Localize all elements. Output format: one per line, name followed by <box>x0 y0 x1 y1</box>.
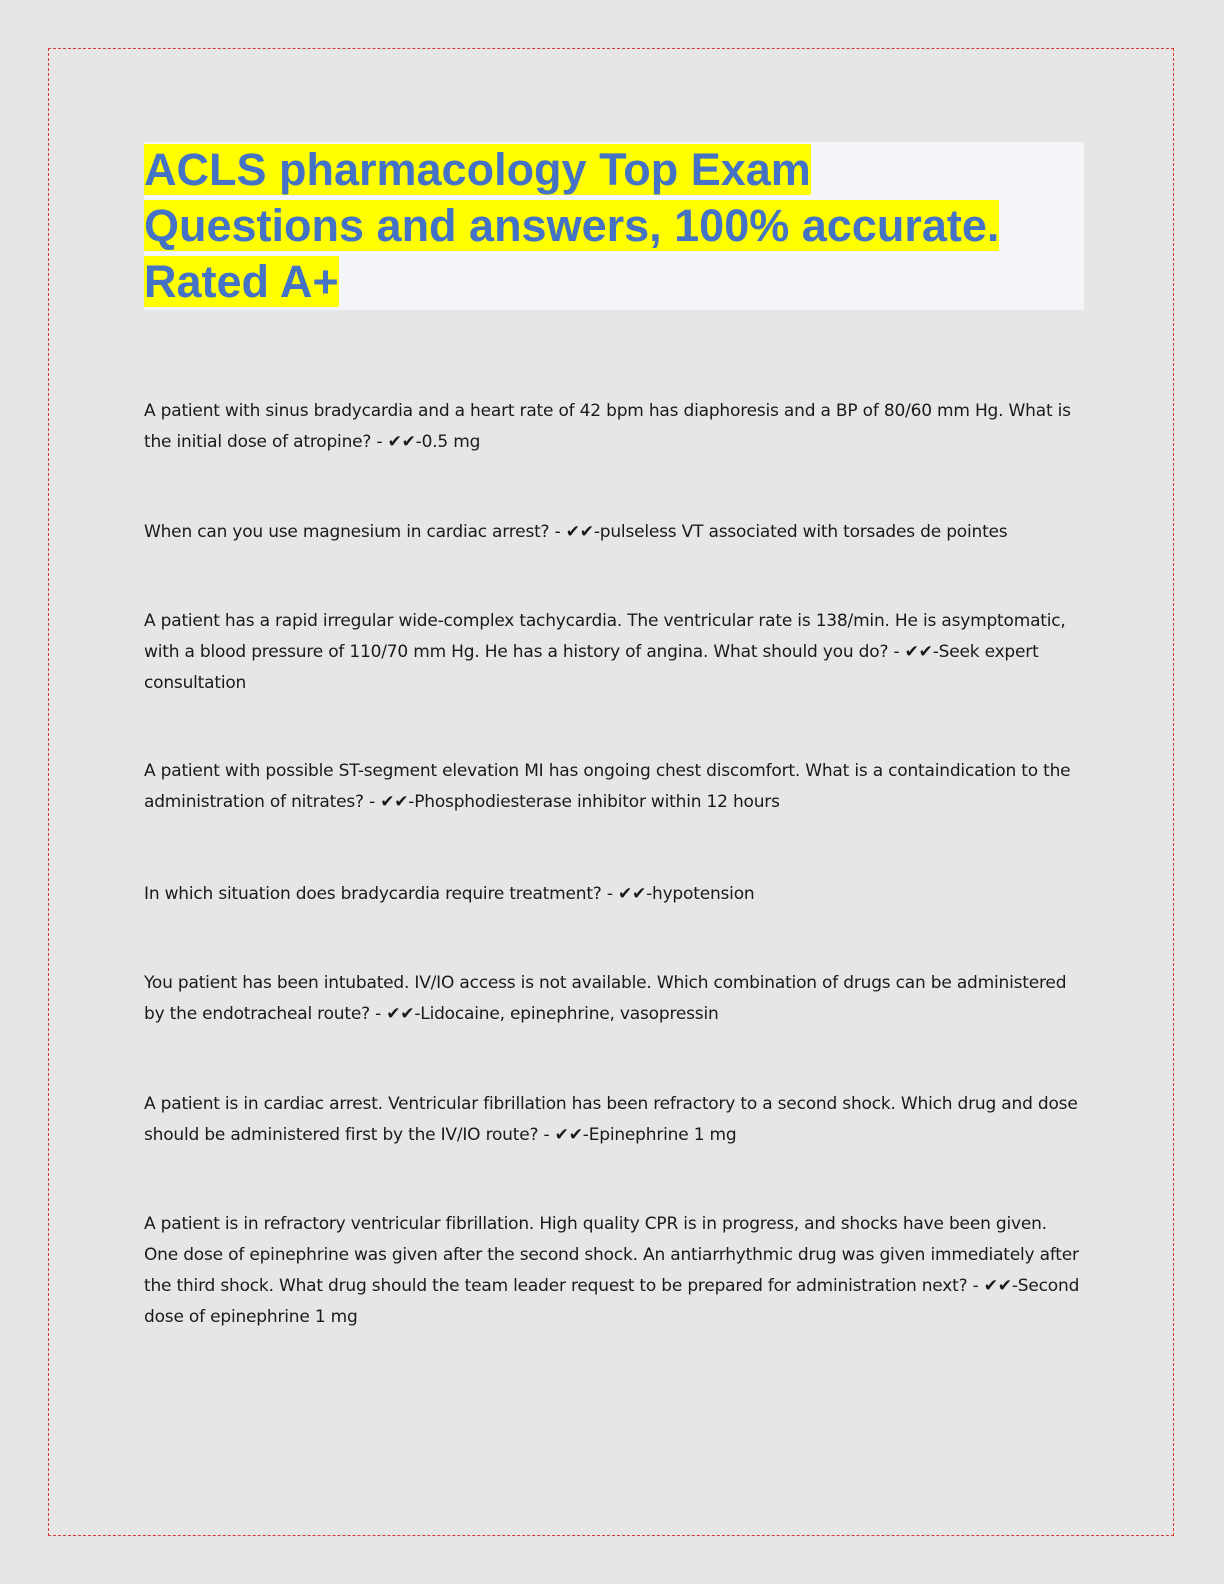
answer-prefix: - <box>646 884 652 904</box>
answer-text: 0.5 mg <box>421 432 481 452</box>
check-icon: ✔✔ <box>565 522 594 542</box>
separator: - <box>888 642 905 662</box>
document-title <box>144 142 1084 310</box>
answer-prefix: - <box>415 432 422 452</box>
qa-item-2 <box>144 517 1084 548</box>
separator: - <box>549 522 566 542</box>
title-line-2: Questions and answers, 100% accurate. <box>144 200 1000 251</box>
question-text: A patient is in refractory ventricular fibrillation. High quality CPR is in progress, and shocks have been given. One dose of epinephrine was given after the second shock. An antiarrhythmic drug was given immediately after the third shock. What drug should the team leader request to be prepared for administration next? <box>144 1214 1079 1296</box>
qa-item-4 <box>144 756 1084 818</box>
qa-item-7 <box>144 1089 1084 1151</box>
answer-prefix: - <box>932 642 939 662</box>
title-line-1: ACLS pharmacology Top Exam <box>144 144 811 195</box>
qa-item-8 <box>144 1209 1084 1333</box>
qa-item-5 <box>144 879 1084 910</box>
check-icon: ✔✔ <box>380 792 409 812</box>
title-line-3: Rated A+ <box>144 256 339 307</box>
question-text: A patient with possible ST-segment elevation MI has ongoing chest discomfort. What is a containdication to the administration of nitrates? <box>144 761 1071 812</box>
answer-text: pulseless VT associated with torsades de pointes <box>599 522 1008 542</box>
check-icon: ✔✔ <box>904 642 933 662</box>
question-text: You patient has been intubated. IV/IO access is not available. Which combination of drugs can be administered by the endotracheal route? <box>144 973 1067 1024</box>
title-block <box>144 142 1084 310</box>
separator: - <box>538 1125 555 1145</box>
question-text: A patient has a rapid irregular wide-complex tachycardia. The ventricular rate is 138/min. He is asymptomatic, with a blood pressure of 110/70 mm Hg. He has a history of angina. What should you do? <box>144 611 1066 662</box>
answer-prefix: - <box>414 1004 421 1024</box>
check-icon: ✔✔ <box>387 432 416 452</box>
check-icon: ✔✔ <box>554 1125 583 1145</box>
check-icon: ✔✔ <box>983 1276 1012 1296</box>
check-icon: ✔✔ <box>386 1004 415 1024</box>
answer-text: Second dose of epinephrine 1 mg <box>144 1276 1080 1327</box>
answer-text: Epinephrine 1 mg <box>588 1125 737 1145</box>
answer-prefix: - <box>1011 1276 1018 1296</box>
answer-prefix: - <box>582 1125 589 1145</box>
question-text: A patient with sinus bradycardia and a heart rate of 42 bpm has diaphoresis and a BP of 80/60 mm Hg. What is the initial dose of atropine? <box>144 401 1071 452</box>
qa-item-6 <box>144 968 1084 1030</box>
answer-text: hypotension <box>652 884 755 904</box>
answer-prefix: - <box>593 522 600 542</box>
answer-text: Lidocaine, epinephrine, vasopressin <box>420 1004 719 1024</box>
separator: - <box>371 432 388 452</box>
separator: - <box>601 884 618 904</box>
qa-item-1 <box>144 396 1084 458</box>
separator: - <box>369 1004 387 1024</box>
answer-prefix: - <box>408 792 415 812</box>
check-icon: ✔✔ <box>617 884 647 904</box>
question-text: When can you use magnesium in cardiac arrest? <box>144 522 550 542</box>
question-text: A patient is in cardiac arrest. Ventricular fibrillation has been refractory to a second shock. Which drug and dose should be administered first by the IV/IO route? <box>144 1094 1078 1145</box>
answer-text: Seek expert consultation <box>144 642 1039 693</box>
question-text: In which situation does bradycardia require treatment? <box>144 884 602 904</box>
answer-text: Phosphodiesterase inhibitor within 12 hours <box>414 792 780 812</box>
separator: - <box>967 1276 984 1296</box>
separator: - <box>363 792 381 812</box>
qa-item-3 <box>144 606 1084 699</box>
